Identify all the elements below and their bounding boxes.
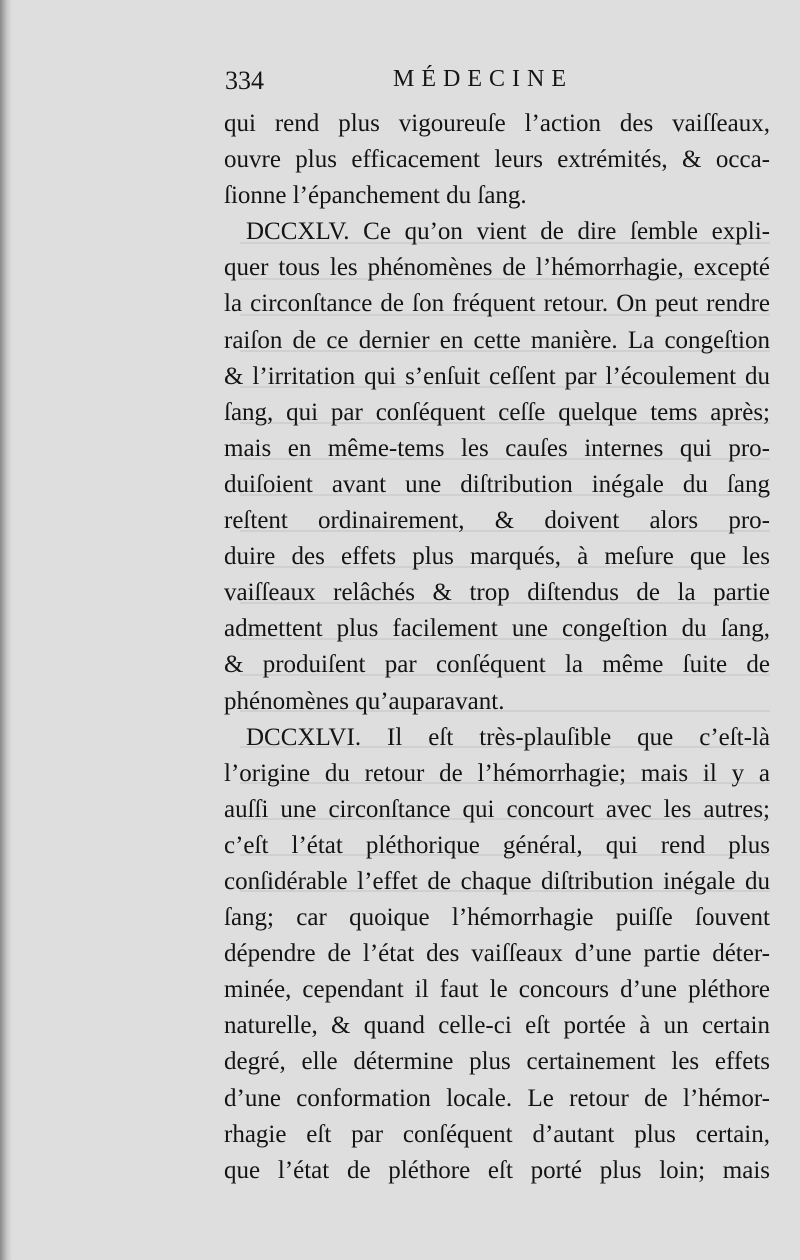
text-line: duire des effets plus marqués, à meſure que les [224, 543, 770, 571]
text-line: ſang; car quoique l’hémorrhagie puiſſe ſouvent [224, 904, 770, 932]
text-line: la circonſtance de ſon fréquent retour. On peut rendre [224, 290, 770, 318]
text-line: duiſoient avant une diſtribution inégale du ſang [224, 470, 770, 498]
text-line: qui rend plus vigoureuſe l’action des vaiſſeaux, [224, 110, 770, 137]
text-line: & l’irritation qui s’enſuit ceſſent par l’écoulement du [224, 362, 770, 390]
text-line: vaiſſeaux relâchés & trop diſtendus de la partie [224, 579, 770, 607]
text-line: ſionne l’épanchement du ſang. [224, 182, 527, 210]
text-line: conſidérable l’effet de chaque diſtribution inégale du [224, 867, 770, 895]
text-line: admettent plus facilement une congeſtion du ſang, [224, 615, 770, 643]
text-line: & produiſent par conſéquent la même ſuite de [224, 651, 770, 679]
text-line: naturelle, & quand celle-ci eſt portée à un certain [224, 1012, 770, 1040]
text-line: l’origine du retour de l’hémorrhagie; mais il y a [224, 759, 770, 787]
text-line: ſang, qui par conſéquent ceſſe quelque tems après; [224, 398, 770, 426]
text-line: raiſon de ce dernier en cette manière. La congeſtion [224, 326, 770, 354]
paragraph-start: DCCXLVI. Il eſt très-plauſible que c’eſt-là [246, 723, 770, 751]
paragraph-start: DCCXLV. Ce qu’on vient de dire ſemble expli- [246, 218, 770, 246]
text-line: reſtent ordinairement, & doivent alors pro- [224, 507, 770, 535]
page-header [225, 60, 765, 100]
page-number: 334 [225, 66, 264, 95]
text-line: que l’état de pléthore eſt porté plus loin; mais [224, 1156, 770, 1184]
text-line: d’une conformation locale. Le retour de l’hémor- [224, 1084, 770, 1112]
text-line: c’eſt l’état pléthorique général, qui rend plus [224, 831, 770, 859]
body-text [224, 106, 770, 1189]
text-line: dépendre de l’état des vaiſſeaux d’une partie déter- [224, 940, 770, 968]
text-line: quer tous les phénomènes de l’hémorrhagie, excepté [224, 254, 770, 282]
page-gutter [0, 0, 12, 1260]
text-line: rhagie eſt par conſéquent d’autant plus certain, [224, 1120, 770, 1148]
running-head: MÉDECINE [393, 66, 573, 92]
text-line: ouvre plus efficacement leurs extrémités, & occa- [224, 146, 770, 174]
text-line: mais en même-tems les cauſes internes qui pro- [224, 434, 770, 462]
text-line: phénomènes qu’auparavant. [224, 687, 505, 715]
text-line: auſſi une circonſtance qui concourt avec les autres; [224, 795, 770, 823]
text-line: minée, cependant il faut le concours d’une pléthore [224, 976, 770, 1004]
text-line: degré, elle détermine plus certainement les effets [224, 1048, 770, 1076]
